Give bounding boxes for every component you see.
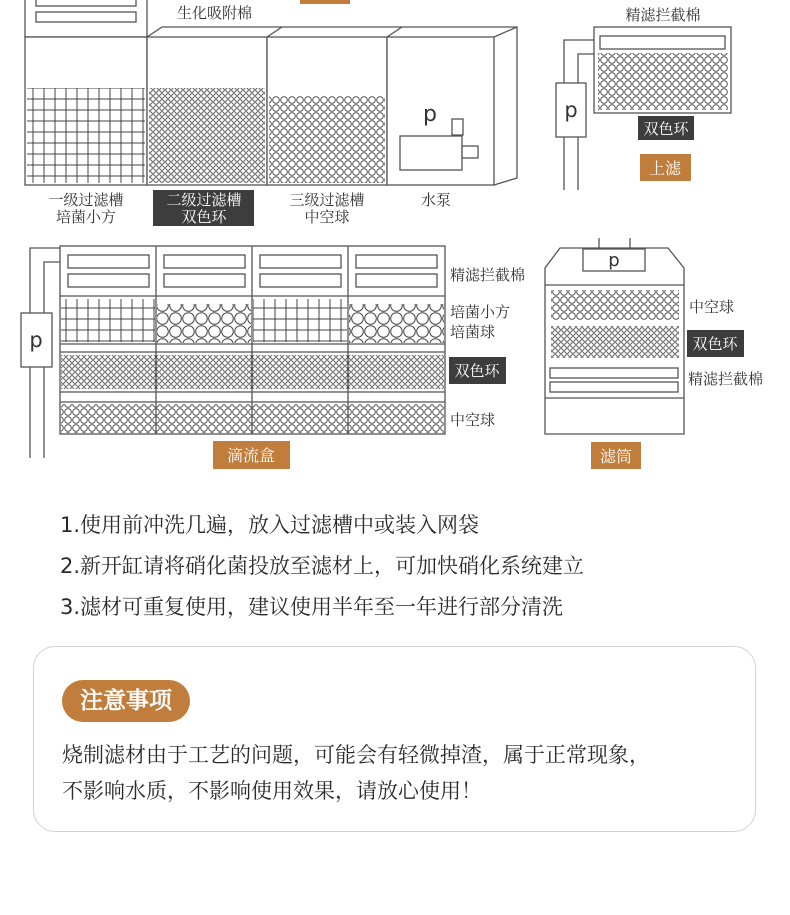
svg-text:上滤: 上滤 [648,159,682,178]
sump-filter [25,0,517,185]
svg-text:二级过滤槽: 二级过滤槽 [166,191,242,209]
drip-label-cotton: 精滤拦截棉 [450,266,526,284]
drip-pump-letter: p [29,328,43,352]
top-filter-pump-letter: p [564,98,578,122]
canister-label-hollow: 中空球 [689,298,735,316]
svg-text:双色环: 双色环 [181,208,227,226]
canister-pump-letter: p [608,250,620,271]
drip-box [21,246,445,458]
svg-text:一级过滤槽: 一级过滤槽 [48,191,124,209]
tank-label-2 [153,190,254,226]
usage-instructions [60,505,760,628]
top-filter-label: 精滤拦截棉 [625,6,701,24]
instruction-item: 1.使用前冲洗几遍，放入过滤槽中或装入网袋 [60,513,480,537]
notice-box [33,646,756,832]
drip-label-hollow: 中空球 [450,411,496,429]
svg-text:双色环: 双色环 [692,335,738,353]
tank-label-1 [48,191,123,226]
canister-label-cotton: 精滤拦截棉 [688,370,764,388]
svg-text:滴流盒: 滴流盒 [226,446,276,465]
drip-label-ring [449,357,506,384]
svg-text:双色环: 双色环 [454,362,500,380]
notice-title: 注意事项 [62,680,190,722]
svg-text:培菌小方: 培菌小方 [55,208,117,226]
sump-partial-label: 生化吸附棉 [177,4,253,22]
instruction-item: 3.滤材可重复使用，建议使用半年至一年进行部分清洗 [60,595,564,619]
drip-label-cube: 培菌小方 [450,303,511,321]
drip-box-badge [213,441,290,469]
canister-label-ring [687,330,744,357]
canister-badge [591,442,641,469]
top-filter-media-label [638,116,694,140]
svg-text:中空球: 中空球 [304,208,350,226]
notice-line-2: 不影响水质，不影响使用效果，请放心使用！ [62,779,482,803]
svg-text:三级过滤槽: 三级过滤槽 [289,191,365,209]
tank-label-3 [289,191,364,226]
tank-label-4: 水泵 [420,191,452,209]
svg-text:滤筒: 滤筒 [599,447,633,466]
top-filter-badge [640,154,691,181]
notice-line-1: 烧制滤材由于工艺的问题，可能会有轻微掉渣，属于正常现象， [62,743,650,767]
drip-label-bioball: 培菌球 [450,323,496,341]
instruction-item: 2.新开缸请将硝化菌投放至滤材上，可加快硝化系统建立 [60,554,585,578]
pump-letter: p [423,102,437,127]
notice-text [62,737,742,809]
svg-text:双色环: 双色环 [643,120,689,138]
